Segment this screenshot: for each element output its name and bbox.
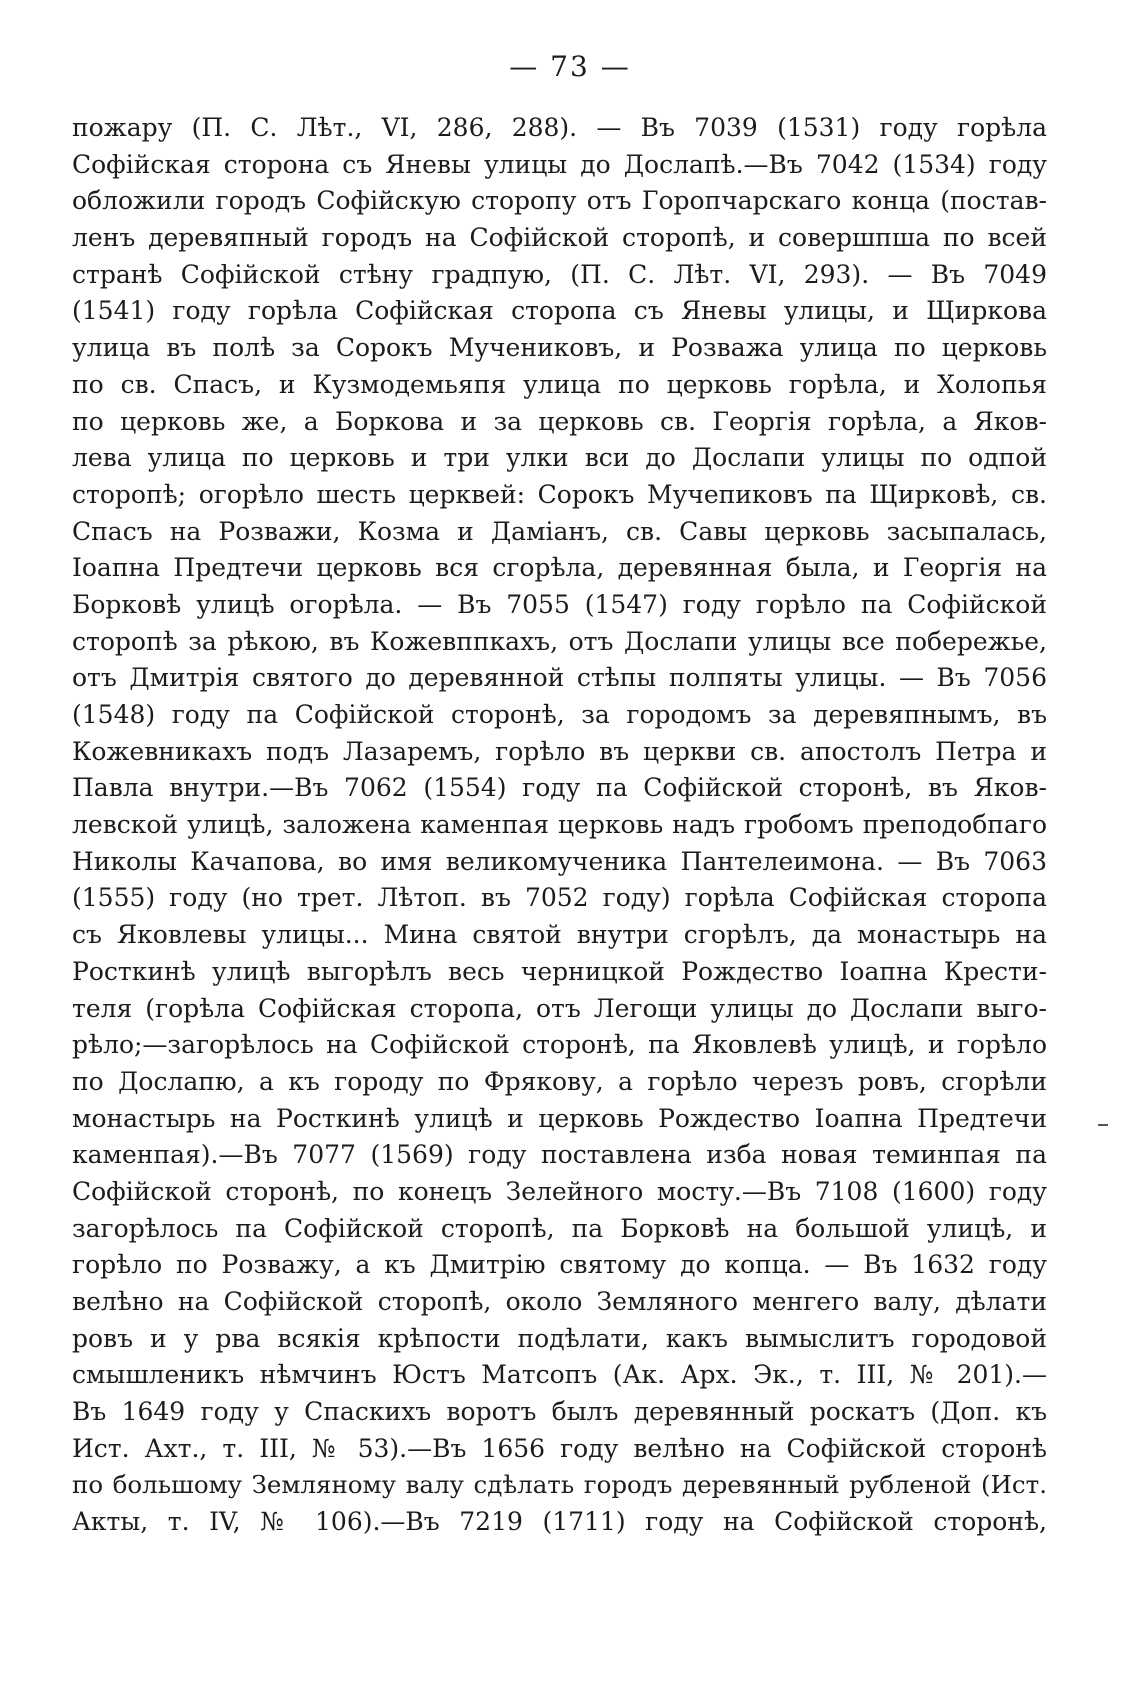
text-line: сторопѣ за рѣкою, въ Кожевппкахъ, отъ Дослапи улицы все побережье, [72, 626, 1047, 656]
text-line: горѣло по Розважу, а къ Дмитрiю святому до копца. — Въ 1632 году [72, 1250, 1047, 1280]
text-line: пожару (П. С. Лѣт., VI, 286, 288). — Въ 7039 (1531) году горѣла [72, 113, 1047, 142]
text-line: рѣло;—загорѣлось на Софiйской сторонѣ, па Яковлевѣ улицѣ, и горѣло [72, 1030, 1047, 1060]
text-line: лева улица по церковь и три улки вси до Дослапи улицы по одпой [72, 443, 1047, 473]
text-line: по Дослапю, а къ городу по Фрякову, а горѣло черезъ ровъ, сгорѣли [72, 1066, 1047, 1096]
text-line: смышленикъ нѣмчинъ Юстъ Матсопъ (Ак. Арх. Эк., т. III, № 201).— [72, 1360, 1047, 1390]
text-line: Кожевникахъ подъ Лазаремъ, горѣло въ церкви св. апостолъ Петра и [72, 736, 1047, 766]
text-line: Ист. Ахт., т. III, № 53).—Въ 1656 году велѣно на Софiйской сторонѣ [72, 1433, 1047, 1463]
page-number: — 73 — [509, 50, 631, 83]
text-line: странѣ Софiйской стѣну градпую, (П. С. Лѣт. VI, 293). — Въ 7049 [72, 259, 1047, 289]
body-text [72, 110, 1047, 1541]
text-line: монастырь на Росткинѣ улицѣ и церковь Рождество Iоапна Предтечи [72, 1103, 1047, 1133]
text-line: Борковѣ улицѣ огорѣла. — Въ 7055 (1547) году горѣло па Софiйской [72, 589, 1047, 619]
text-line: (1555) году (но трет. Лѣтоп. въ 7052 году) горѣла Софiйская сторопа [72, 883, 1047, 913]
text-line: теля (горѣла Софiйская сторопа, отъ Легощи улицы до Дослапи выго- [72, 993, 1047, 1023]
text-line: левской улицѣ, заложена каменпая церковь надъ гробомъ преподобпаго [72, 810, 1047, 840]
text-line: каменпая).—Въ 7077 (1569) году поставлена изба новая теминпая па [72, 1140, 1047, 1170]
text-line: Павла внутри.—Въ 7062 (1554) году па Софiйской сторонѣ, въ Яков- [72, 773, 1047, 803]
text-line: обложили городъ Софiйскую сторопу отъ Горопчарскаго конца (постав- [72, 186, 1047, 216]
text-line: съ Яковлевы улицы... Мина святой внутри сгорѣлъ, да монастырь на [72, 920, 1047, 950]
text-line: ровъ и у рва всякiя крѣпости подѣлати, какъ вымыслитъ городовой [72, 1323, 1047, 1353]
text-line: по св. Спасъ, и Кузмодемьяпя улица по церковь горѣла, и Холопья [72, 369, 1047, 399]
text-line: Въ 1649 году у Спаскихъ воротъ былъ деревянный роскатъ (Доп. къ [72, 1397, 1047, 1427]
text-line: Николы Качапова, во имя великомученика Пантелеимона. — Въ 7063 [72, 846, 1047, 876]
text-line: отъ Дмитрiя святого до деревянной стѣпы полпяты улицы. — Въ 7056 [72, 663, 1047, 693]
text-line: сторопѣ; огорѣло шесть церквей: Сорокъ Мучепиковъ па Щирковѣ, св. [72, 479, 1047, 509]
text-line: (1541) году горѣла Софiйская сторопа съ Яневы улицы, и Щиркова [72, 296, 1047, 326]
text-line: (1548) году па Софiйской сторонѣ, за городомъ за деревяпнымъ, въ [72, 700, 1047, 729]
text-line: Росткинѣ улицѣ выгорѣлъ весь черницкой Рождество Iоапна Крести- [72, 956, 1047, 986]
text-line: по церковь же, а Боркова и за церковь св. Георгiя горѣла, а Яков- [72, 406, 1047, 436]
text-line: велѣно на Софiйской сторопѣ, около Земляного менгего валу, дѣлати [72, 1287, 1047, 1316]
text-line: Софiйская сторона съ Яневы улицы до Дослапѣ.—Въ 7042 (1534) году [72, 149, 1047, 179]
text-line: Софiйской сторонѣ, по конецъ Зелейного мосту.—Въ 7108 (1600) году [72, 1176, 1047, 1206]
margin-mark [1098, 1124, 1108, 1126]
text-line: Акты, т. IV, № 106).—Въ 7219 (1711) году на Софiйской сторонѣ, [72, 1507, 1047, 1537]
text-line: ленъ деревяпный городъ на Софiйской сторопѣ, и совершпша по всей [72, 223, 1047, 253]
text-line: Iоапна Предтечи церковь вся сгорѣла, деревянная была, и Георгiя на [72, 553, 1047, 583]
text-line: улица въ полѣ за Сорокъ Мучениковъ, и Розважа улица по церковь [72, 333, 1047, 363]
text-line: по большому Земляному валу сдѣлать городъ деревянный рубленой (Ист. [72, 1470, 1047, 1500]
text-line: Спасъ на Розважи, Козма и Дамiанъ, св. Савы церковь засыпалась, [72, 516, 1047, 546]
text-line: загорѣлось па Софiйской сторопѣ, па Борковѣ на большой улицѣ, и [72, 1213, 1047, 1243]
